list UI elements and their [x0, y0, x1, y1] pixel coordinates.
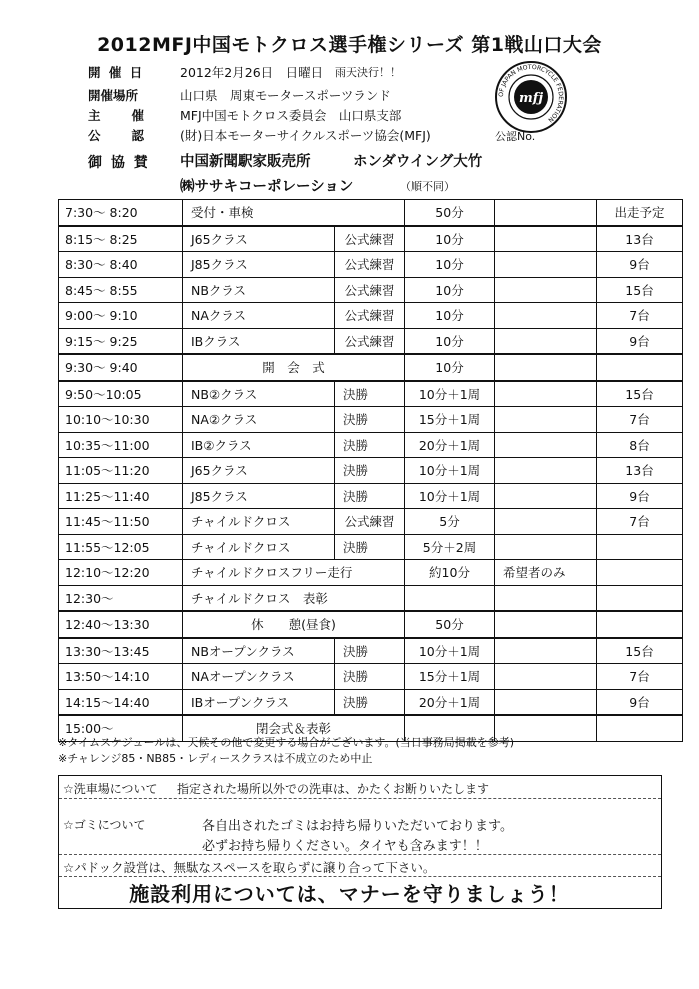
- schedule-entry-count: [597, 585, 683, 611]
- schedule-entry-count: [597, 611, 683, 638]
- page-title: 2012MFJ中国モトクロス選手権シリーズ 第1戦山口大会: [97, 34, 602, 56]
- schedule-row: [59, 585, 683, 611]
- schedule-time: 10:35～11:00: [59, 432, 183, 458]
- schedule-time: 11:45～11:50: [59, 509, 183, 535]
- schedule-entry-count: 出走予定: [597, 200, 683, 226]
- rule-carwash-text: 指定された場所以外での洗車は、かたくお断りいたします: [177, 782, 490, 796]
- sponsor-2: ホンダウイング大竹: [353, 154, 483, 170]
- schedule-time: 7:30～ 8:20: [59, 200, 183, 226]
- schedule-entry-count: 7台: [597, 509, 683, 535]
- schedule-entry-count: 7台: [597, 664, 683, 690]
- schedule-entry-count: [597, 354, 683, 381]
- schedule-session-type: 公式練習: [335, 328, 405, 354]
- rule-carwash: [59, 776, 661, 799]
- schedule-event-name: J65クラス: [183, 226, 335, 252]
- schedule-time: 12:40～13:30: [59, 611, 183, 638]
- schedule-event-name: 開 会 式: [183, 354, 405, 381]
- schedule-note: [495, 381, 597, 407]
- schedule-time: 9:30～ 9:40: [59, 354, 183, 381]
- schedule-table: [58, 199, 683, 742]
- manner-message: 施設利用については、マナーを守りましょう！: [129, 882, 570, 906]
- schedule-duration: 50分: [405, 611, 495, 638]
- schedule-duration: 10分＋1周: [405, 483, 495, 509]
- date-note: 雨天決行！！: [335, 66, 401, 79]
- schedule-entry-count: 7台: [597, 303, 683, 329]
- schedule-row: [59, 534, 683, 560]
- schedule-duration: 5分: [405, 509, 495, 535]
- schedule-note: [495, 407, 597, 433]
- approved-label: 公 認: [88, 128, 147, 143]
- schedule-time: 15:00～: [59, 715, 183, 741]
- schedule-duration: 10分＋1周: [405, 638, 495, 664]
- schedule-event-name: 休 憩(昼食): [183, 611, 405, 638]
- note-schedule-change: ※タイムスケジュールは、天候その他で変更する場合がございます。(当日事務局掲載を参考): [58, 736, 515, 749]
- schedule-duration: 10分＋1周: [405, 381, 495, 407]
- schedule-event-name: チャイルドクロス: [183, 509, 335, 535]
- schedule-session-type: 決勝: [335, 689, 405, 715]
- schedule-session-type: 公式練習: [335, 226, 405, 252]
- schedule-time: 10:10～10:30: [59, 407, 183, 433]
- schedule-note: [495, 277, 597, 303]
- schedule-row: [59, 509, 683, 535]
- rule-trash-heading: ☆ゴミについて: [63, 818, 146, 832]
- sponsor-label: 御 協 賛: [88, 155, 150, 171]
- date-label: 開 催 日: [88, 65, 145, 80]
- schedule-event-name: IBオープンクラス: [183, 689, 335, 715]
- schedule-session-type: 公式練習: [335, 277, 405, 303]
- schedule-note: [495, 303, 597, 329]
- svg-text:OF JAPAN MOTORCYCLE FEDERATIO: OF JAPAN MOTORCYCLE FEDERATION: [497, 63, 565, 124]
- schedule-entry-count: 13台: [597, 458, 683, 484]
- rule-paddock: [59, 854, 661, 877]
- schedule-duration: 5分＋2周: [405, 534, 495, 560]
- host-label: 主 催: [88, 108, 147, 123]
- schedule-duration: 10分: [405, 277, 495, 303]
- mfj-logo: [494, 60, 568, 134]
- rule-carwash-heading: ☆洗車場について: [63, 782, 158, 796]
- host-value: MFJ中国モトクロス委員会 山口県支部: [180, 108, 402, 123]
- schedule-row: [59, 328, 683, 354]
- sponsor-3: ㈱ササキコーポレーション: [180, 179, 354, 195]
- schedule-row: [59, 689, 683, 715]
- schedule-event-name: チャイルドクロス: [183, 534, 335, 560]
- schedule-duration: 10分: [405, 328, 495, 354]
- schedule-session-type: 決勝: [335, 638, 405, 664]
- schedule-row: [59, 381, 683, 407]
- schedule-session-type: 決勝: [335, 483, 405, 509]
- schedule-session-type: 決勝: [335, 407, 405, 433]
- schedule-duration: 10分: [405, 354, 495, 381]
- schedule-session-type: 決勝: [335, 458, 405, 484]
- schedule-note: [495, 252, 597, 278]
- schedule-time: 9:15～ 9:25: [59, 328, 183, 354]
- schedule-duration: 20分＋1周: [405, 689, 495, 715]
- schedule-entry-count: 9台: [597, 252, 683, 278]
- schedule-row: [59, 483, 683, 509]
- schedule-note: [495, 664, 597, 690]
- schedule-row: [59, 432, 683, 458]
- schedule-row: [59, 560, 683, 586]
- note-cancelled-classes: ※チャレンジ85・NB85・レディースクラスは不成立のため中止: [58, 752, 373, 765]
- schedule-note: [495, 509, 597, 535]
- schedule-event-name: 受付・車検: [183, 200, 335, 226]
- schedule-event-name: J85クラス: [183, 252, 335, 278]
- schedule-note: [495, 611, 597, 638]
- schedule-session-type: 決勝: [335, 534, 405, 560]
- schedule-time: 13:30～13:45: [59, 638, 183, 664]
- rule-paddock-text: ☆パドック設営は、無駄なスペースを取らずに譲り合って下さい。: [63, 860, 436, 875]
- schedule-session-type: 決勝: [335, 664, 405, 690]
- schedule-note: [495, 432, 597, 458]
- schedule-entry-count: [597, 715, 683, 741]
- schedule-time: 9:50～10:05: [59, 381, 183, 407]
- schedule-time: 8:45～ 8:55: [59, 277, 183, 303]
- schedule-row: [59, 303, 683, 329]
- schedule-event-name: J65クラス: [183, 458, 335, 484]
- schedule-note: [495, 354, 597, 381]
- schedule-event-name: チャイルドクロス 表彰: [183, 585, 335, 611]
- schedule-note: [495, 200, 597, 226]
- schedule-note: [495, 226, 597, 252]
- schedule-event-name: 閉会式＆表彰: [183, 715, 405, 741]
- schedule-event-name: NAクラス: [183, 303, 335, 329]
- schedule-duration: 10分: [405, 252, 495, 278]
- schedule-note: [495, 585, 597, 611]
- schedule-note: 希望者のみ: [495, 560, 597, 586]
- schedule-session-type: 公式練習: [335, 509, 405, 535]
- schedule-time: 13:50～14:10: [59, 664, 183, 690]
- schedule-note: [495, 534, 597, 560]
- schedule-time: 14:15～14:40: [59, 689, 183, 715]
- schedule-note: [495, 458, 597, 484]
- schedule-row: [59, 407, 683, 433]
- schedule-time: 8:30～ 8:40: [59, 252, 183, 278]
- schedule-event-name: IBクラス: [183, 328, 335, 354]
- schedule-duration: 約10分: [405, 560, 495, 586]
- schedule-session-type: [335, 200, 405, 226]
- schedule-event-name: NAオープンクラス: [183, 664, 335, 690]
- schedule-entry-count: 7台: [597, 407, 683, 433]
- schedule-duration: [405, 585, 495, 611]
- schedule-row: [59, 226, 683, 252]
- schedule-note: [495, 638, 597, 664]
- schedule-time: 11:55～12:05: [59, 534, 183, 560]
- rule-trash-text-1: 各自出されたゴミはお持ち帰りいただいております。: [202, 819, 513, 834]
- schedule-duration: 10分: [405, 303, 495, 329]
- venue-value: 山口県 周東モータースポーツランド: [180, 88, 391, 103]
- schedule-session-type: 決勝: [335, 381, 405, 407]
- schedule-entry-count: [597, 534, 683, 560]
- schedule-duration: 10分＋1周: [405, 458, 495, 484]
- schedule-session-type: 決勝: [335, 432, 405, 458]
- schedule-time: 11:25～11:40: [59, 483, 183, 509]
- schedule-row: [59, 354, 683, 381]
- schedule-note: [495, 328, 597, 354]
- rule-trash: [59, 798, 661, 855]
- approved-value: (財)日本モーターサイクルスポーツ協会(MFJ): [180, 128, 431, 143]
- schedule-time: 8:15～ 8:25: [59, 226, 183, 252]
- schedule-row: [59, 277, 683, 303]
- schedule-session-type: [335, 585, 405, 611]
- schedule-entry-count: 8台: [597, 432, 683, 458]
- sponsor-1: 中国新聞駅家販売所: [180, 154, 311, 170]
- schedule-duration: 15分＋1周: [405, 664, 495, 690]
- schedule-note: [495, 689, 597, 715]
- schedule-row: [59, 252, 683, 278]
- schedule-duration: 10分: [405, 226, 495, 252]
- schedule-entry-count: 9台: [597, 689, 683, 715]
- schedule-entry-count: 9台: [597, 328, 683, 354]
- schedule-row: [59, 458, 683, 484]
- schedule-row: [59, 638, 683, 664]
- approved-number: 公認No.: [495, 130, 536, 143]
- schedule-time: 9:00～ 9:10: [59, 303, 183, 329]
- schedule-session-type: 公式練習: [335, 303, 405, 329]
- schedule-entry-count: 15台: [597, 381, 683, 407]
- rule-trash-text-2: 必ずお持ち帰りください。タイヤも含みます！！: [202, 839, 488, 854]
- sponsor-note: （順不同）: [400, 180, 455, 193]
- schedule-note: [495, 483, 597, 509]
- venue-label: 開催場所: [88, 88, 139, 103]
- schedule-row: [59, 664, 683, 690]
- svg-text:mfj: mfj: [518, 91, 544, 106]
- schedule-event-name: NBクラス: [183, 277, 335, 303]
- schedule-entry-count: 15台: [597, 277, 683, 303]
- schedule-event-name: NBオープンクラス: [183, 638, 335, 664]
- schedule-event-name: NA②クラス: [183, 407, 335, 433]
- schedule-row: [59, 200, 683, 226]
- schedule-duration: 15分＋1周: [405, 407, 495, 433]
- schedule-event-name: IB②クラス: [183, 432, 335, 458]
- schedule-row: [59, 611, 683, 638]
- schedule-entry-count: 13台: [597, 226, 683, 252]
- schedule-duration: 50分: [405, 200, 495, 226]
- schedule-session-type: 公式練習: [335, 252, 405, 278]
- schedule-entry-count: 15台: [597, 638, 683, 664]
- schedule-duration: 20分＋1周: [405, 432, 495, 458]
- schedule-event-name: J85クラス: [183, 483, 335, 509]
- schedule-time: 12:30～: [59, 585, 183, 611]
- date-value: 2012年2月26日 日曜日: [180, 65, 324, 80]
- schedule-time: 12:10～12:20: [59, 560, 183, 586]
- schedule-event-name: チャイルドクロスフリー走行: [183, 560, 335, 586]
- schedule-entry-count: [597, 560, 683, 586]
- schedule-event-name: NB②クラス: [183, 381, 335, 407]
- schedule-entry-count: 9台: [597, 483, 683, 509]
- schedule-time: 11:05～11:20: [59, 458, 183, 484]
